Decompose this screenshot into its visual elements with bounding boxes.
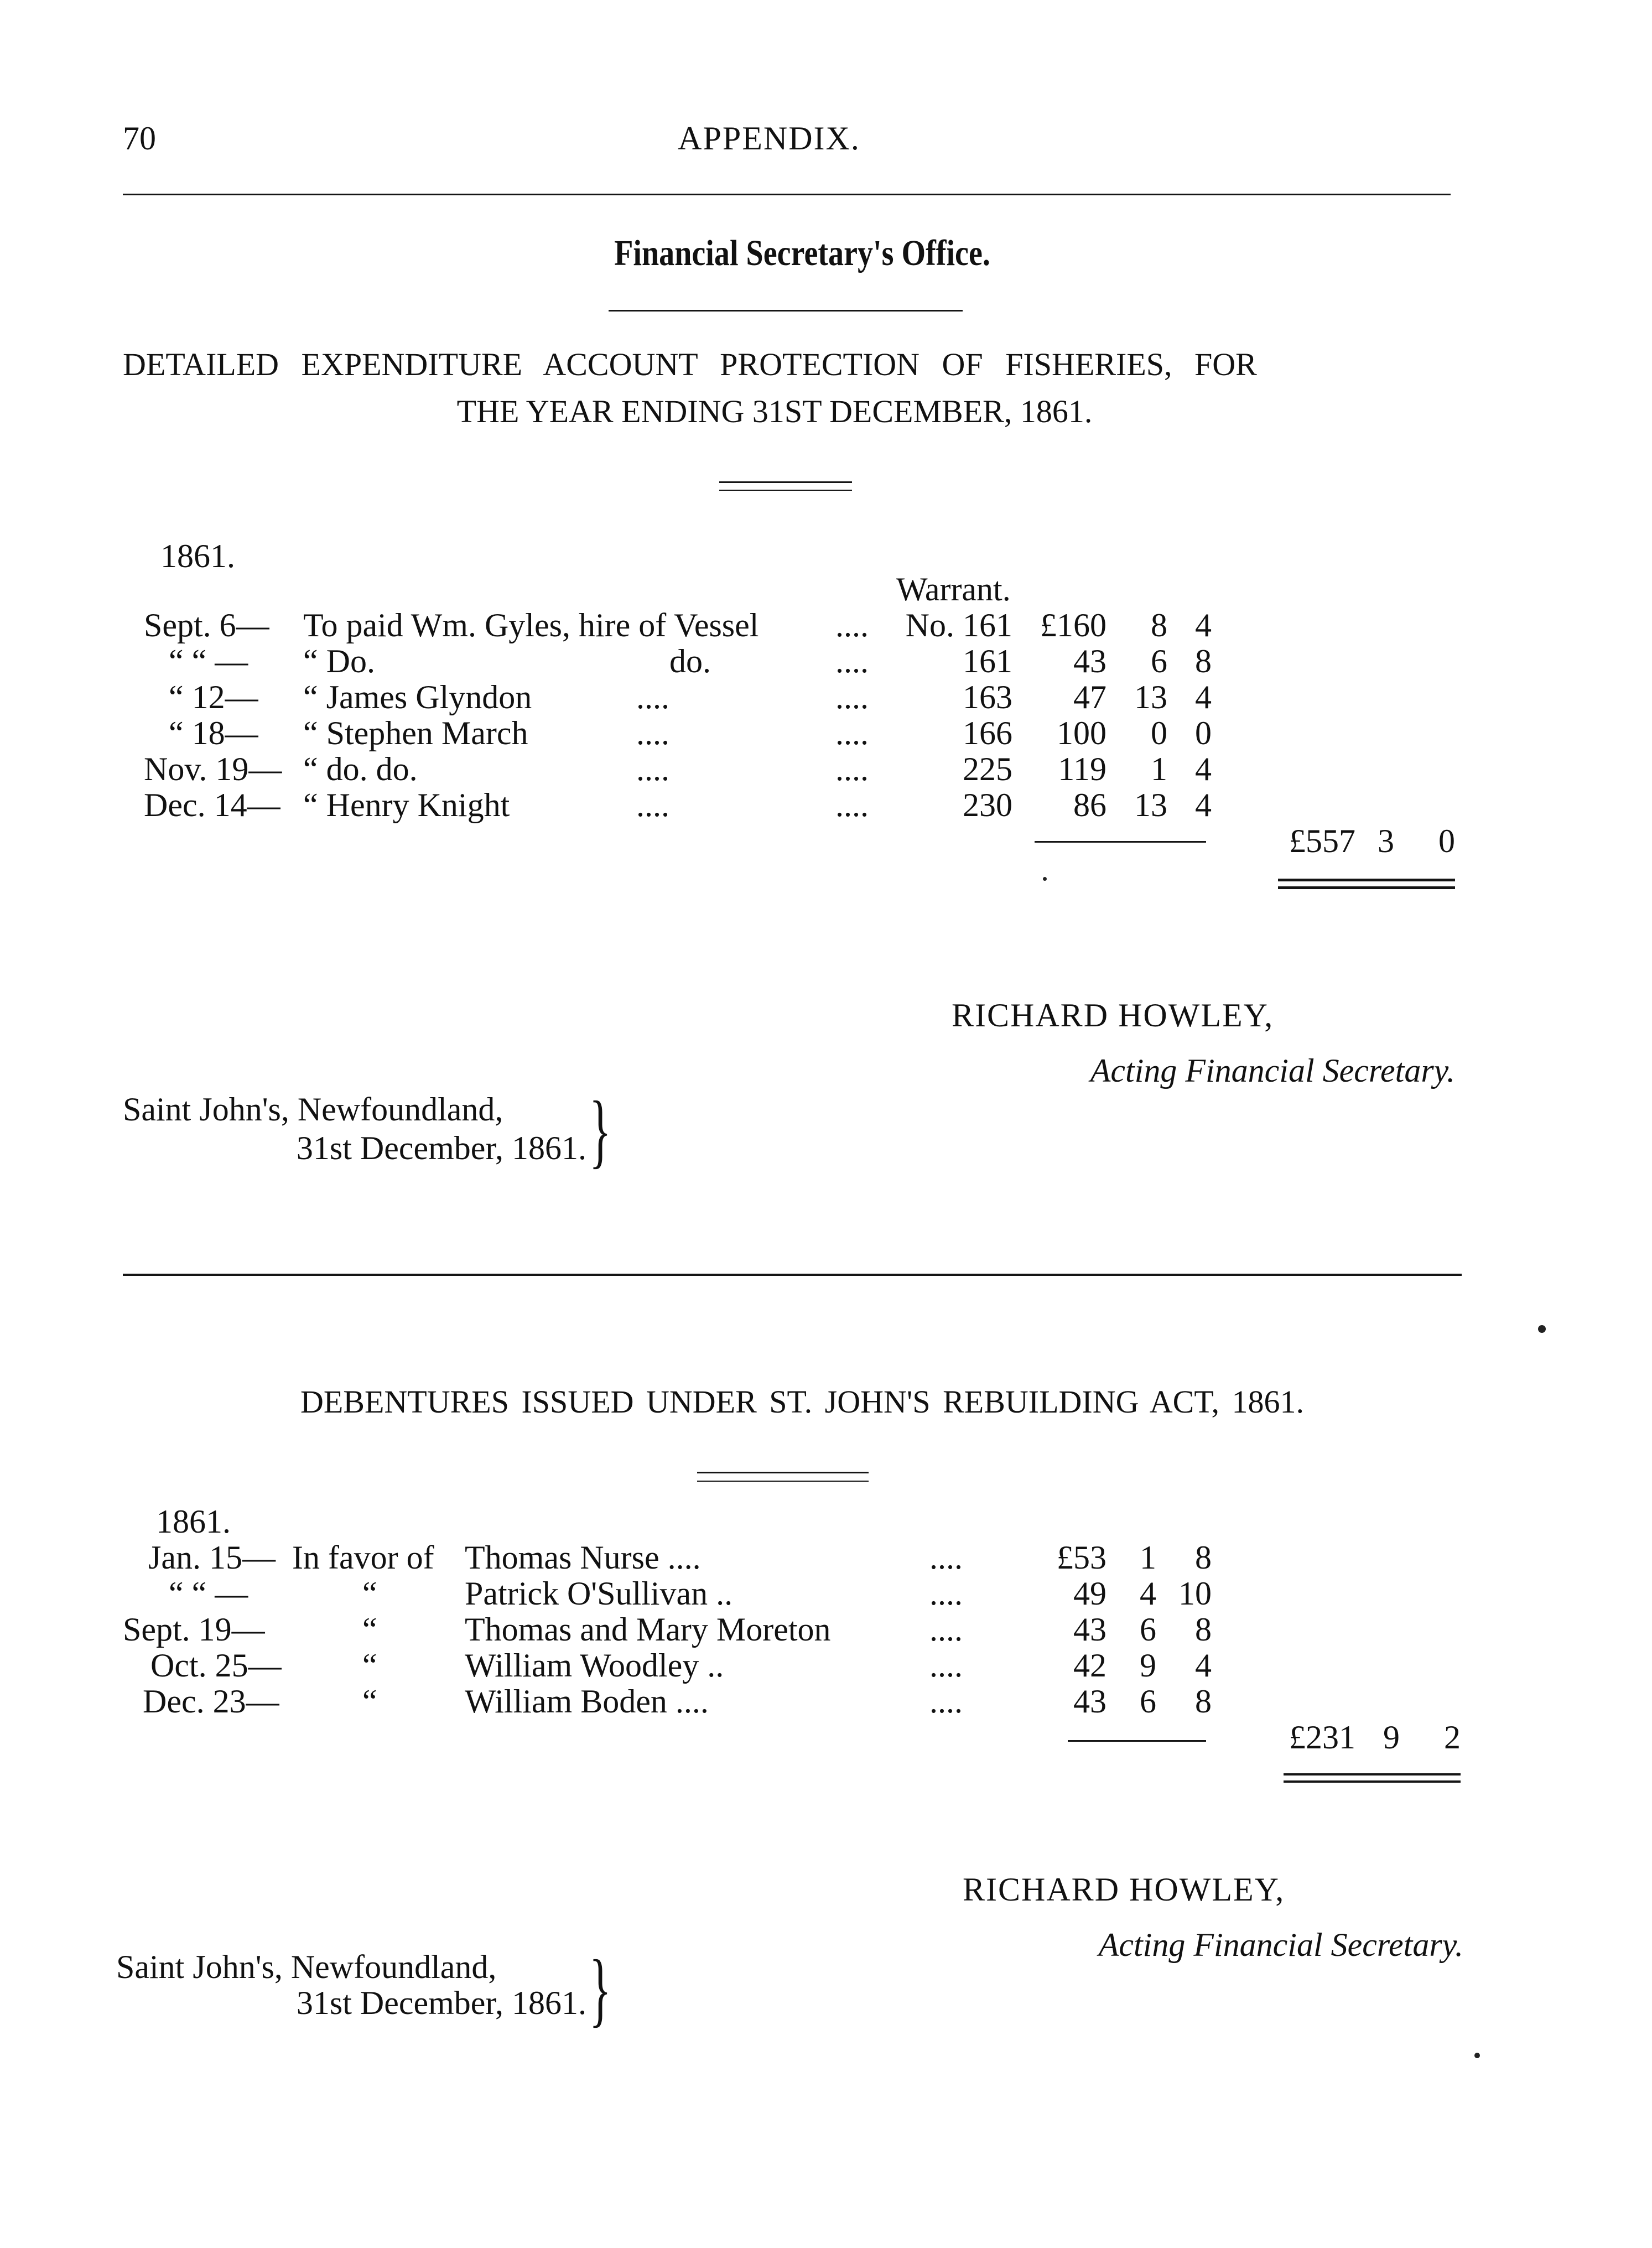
row-date: Jan. 15— <box>148 1539 276 1576</box>
total-pence: 0 <box>1438 823 1455 859</box>
row-date: Dec. 14— <box>144 787 280 823</box>
debentures-year: 1861. <box>156 1503 231 1540</box>
row-pence: 8 <box>1195 643 1212 679</box>
date-line: 31st December, 1861. <box>296 1130 586 1166</box>
total-double-rule-top <box>1278 879 1455 881</box>
row-pence: 8 <box>1195 1683 1212 1720</box>
title-short-rule <box>719 481 852 483</box>
row-pounds: 100 <box>1057 715 1106 751</box>
row-leader: .... <box>835 679 869 715</box>
row-dots: .... <box>636 679 669 715</box>
row-leader: .... <box>929 1683 963 1720</box>
row-pence: 4 <box>1195 679 1212 715</box>
row-warrant: 230 <box>963 787 1012 823</box>
brace-icon: } <box>589 1943 611 2035</box>
row-date: Oct. 25— <box>150 1647 282 1684</box>
row-leader: .... <box>835 607 869 643</box>
row-prefix: In favor of <box>292 1539 434 1576</box>
ink-speck <box>1043 877 1047 881</box>
ink-speck <box>1474 2053 1480 2058</box>
row-name: Patrick O'Sullivan .. <box>465 1575 733 1612</box>
row-date: “ “ — <box>169 1575 248 1612</box>
row-leader: .... <box>835 715 869 751</box>
subtotal-rule <box>1035 841 1206 843</box>
signature-title: Acting Financial Secretary. <box>1098 1927 1463 1963</box>
heading-underline <box>609 310 963 311</box>
header-rule <box>123 194 1451 195</box>
row-date: “ 12— <box>169 679 258 715</box>
row-shillings: 13 <box>1134 787 1167 823</box>
row-pounds: 119 <box>1058 751 1106 787</box>
row-shillings: 1 <box>1140 1539 1156 1576</box>
date-line: 31st December, 1861. <box>296 1985 586 2021</box>
row-date: “ 18— <box>169 715 258 751</box>
total-double-rule-bottom <box>1278 886 1455 889</box>
row-shillings: 6 <box>1140 1611 1156 1648</box>
row-pounds: 43 <box>1073 1611 1106 1648</box>
row-leader: .... <box>929 1647 963 1684</box>
row-pounds: £53 <box>1057 1539 1106 1576</box>
total-double-rule-top <box>1284 1773 1461 1775</box>
row-leader: .... <box>929 1611 963 1648</box>
row-warrant: No. 161 <box>905 607 1012 643</box>
row-pounds: 49 <box>1073 1575 1106 1612</box>
row-date: Dec. 23— <box>143 1683 279 1720</box>
row-name: William Woodley .. <box>465 1647 724 1684</box>
ink-speck <box>1538 1325 1546 1333</box>
row-payee: “ Do. <box>303 643 375 679</box>
place-line: Saint John's, Newfoundland, <box>116 1949 497 1985</box>
row-pounds: £160 <box>1040 607 1106 643</box>
row-pence: 8 <box>1195 1539 1212 1576</box>
fisheries-title-line1: DETAILED EXPENDITURE ACCOUNT PROTECTION OF FISHERIES, FOR <box>123 346 1257 382</box>
row-name: Thomas and Mary Moreton <box>465 1611 831 1648</box>
signature-name: RICHARD HOWLEY, <box>952 997 1274 1034</box>
row-shillings: 4 <box>1140 1575 1156 1612</box>
row-name: William Boden .... <box>465 1683 709 1720</box>
total-shillings: 9 <box>1383 1719 1400 1756</box>
row-pounds: 47 <box>1073 679 1106 715</box>
section-divider <box>123 1274 1462 1276</box>
debentures-short-rule-2 <box>697 1481 869 1482</box>
row-payee: “ do. do. <box>303 751 418 787</box>
row-pence: 4 <box>1195 751 1212 787</box>
row-dots: .... <box>636 751 669 787</box>
row-pounds: 42 <box>1073 1647 1106 1684</box>
row-pounds: 43 <box>1073 1683 1106 1720</box>
row-shillings: 6 <box>1140 1683 1156 1720</box>
debentures-title: DEBENTURES ISSUED UNDER ST. JOHN'S REBUILDING ACT, 1861. <box>300 1384 1304 1420</box>
place-line: Saint John's, Newfoundland, <box>123 1091 503 1128</box>
row-pence: 4 <box>1195 607 1212 643</box>
title-short-rule-2 <box>719 490 852 491</box>
fisheries-year: 1861. <box>160 538 235 574</box>
row-date: Nov. 19— <box>144 751 282 787</box>
row-leader: .... <box>835 643 869 679</box>
office-heading: Financial Secretary's Office. <box>614 233 990 273</box>
row-warrant: 161 <box>963 643 1012 679</box>
row-shillings: 13 <box>1134 679 1167 715</box>
page-number: 70 <box>123 120 156 157</box>
row-prefix: “ <box>362 1611 377 1648</box>
row-shillings: 9 <box>1140 1647 1156 1684</box>
row-name: Thomas Nurse .... <box>465 1539 701 1576</box>
row-warrant: 163 <box>963 679 1012 715</box>
row-warrant: 166 <box>963 715 1012 751</box>
row-payee: To paid Wm. Gyles, hire of Vessel <box>303 607 759 643</box>
row-shillings: 8 <box>1151 607 1167 643</box>
row-pence: 0 <box>1195 715 1212 751</box>
row-date: Sept. 6— <box>144 607 269 643</box>
row-leader: .... <box>929 1575 963 1612</box>
row-pounds: 43 <box>1073 643 1106 679</box>
row-dots: .... <box>636 787 669 823</box>
signature-name: RICHARD HOWLEY, <box>963 1871 1285 1908</box>
total-pounds: £231 <box>1289 1719 1355 1756</box>
row-date: “ “ — <box>169 643 248 679</box>
row-pence: 10 <box>1178 1575 1212 1612</box>
row-shillings: 1 <box>1151 751 1167 787</box>
fisheries-title-line2: THE YEAR ENDING 31ST DECEMBER, 1861. <box>456 393 1093 429</box>
warrant-column-header: Warrant. <box>896 571 1011 608</box>
row-ditto: do. <box>669 643 711 679</box>
row-pence: 8 <box>1195 1611 1212 1648</box>
running-title: APPENDIX. <box>678 120 860 157</box>
total-shillings: 3 <box>1378 823 1394 859</box>
row-leader: .... <box>835 751 869 787</box>
total-double-rule-bottom <box>1284 1780 1461 1783</box>
row-pounds: 86 <box>1073 787 1106 823</box>
row-prefix: “ <box>362 1575 377 1612</box>
row-payee: “ Henry Knight <box>303 787 510 823</box>
row-leader: .... <box>929 1539 963 1576</box>
subtotal-rule <box>1068 1740 1206 1742</box>
row-shillings: 0 <box>1151 715 1167 751</box>
row-date: Sept. 19— <box>123 1611 265 1648</box>
row-shillings: 6 <box>1151 643 1167 679</box>
signature-title: Acting Financial Secretary. <box>1090 1052 1455 1089</box>
row-leader: .... <box>835 787 869 823</box>
row-pence: 4 <box>1195 1647 1212 1684</box>
row-prefix: “ <box>362 1647 377 1684</box>
brace-icon: } <box>589 1084 611 1176</box>
total-pounds: £557 <box>1289 823 1355 859</box>
row-warrant: 225 <box>963 751 1012 787</box>
row-dots: .... <box>636 715 669 751</box>
row-payee: “ James Glyndon <box>303 679 532 715</box>
total-pence: 2 <box>1444 1719 1461 1756</box>
debentures-short-rule <box>697 1472 869 1473</box>
row-pence: 4 <box>1195 787 1212 823</box>
row-payee: “ Stephen March <box>303 715 528 751</box>
row-prefix: “ <box>362 1683 377 1720</box>
